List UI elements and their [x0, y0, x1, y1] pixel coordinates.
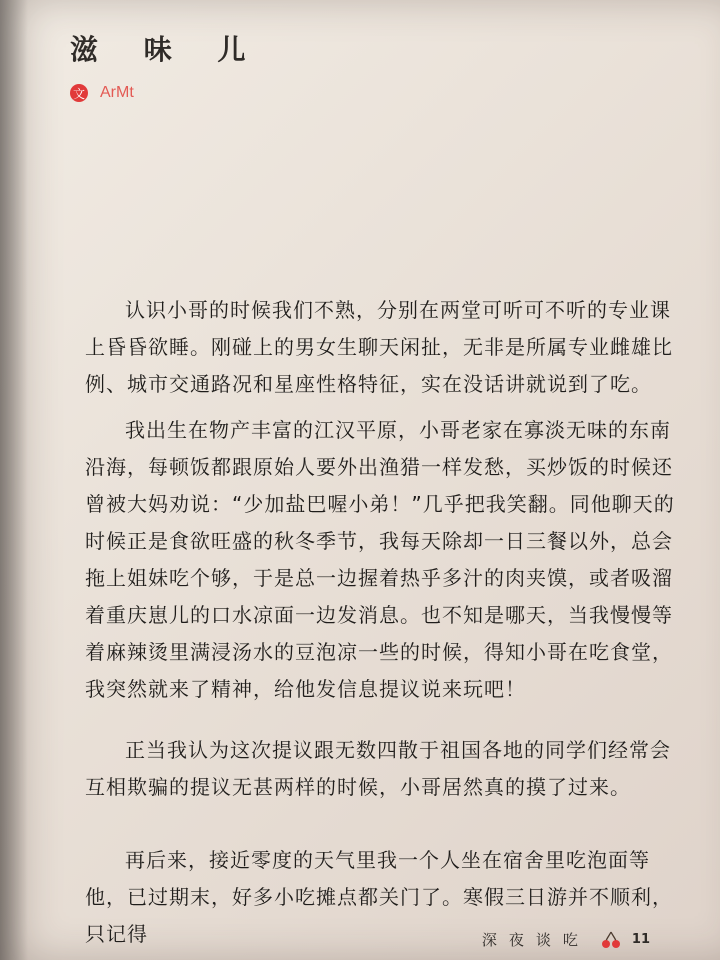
paragraph-text: 正当我认为这次提议跟无数四散于祖国各地的同学们经常会互相欺骗的提议无甚两样的时候，小哥居然真的摸了过来。	[85, 738, 671, 799]
author-name: ArMt	[100, 84, 134, 101]
paragraph-2	[85, 412, 680, 708]
spine-shadow	[0, 0, 28, 960]
paragraph-3	[85, 732, 680, 806]
paragraph-text: 再后来，接近零度的天气里我一个人坐在宿舍里吃泡面等他，已过期末，好多小吃摊点都关门了。寒假三日游并不顺利，只记得	[85, 848, 673, 946]
book-title: 深夜谈吃	[481, 931, 590, 949]
bleed-through-text	[110, 32, 680, 287]
paragraph-1	[85, 292, 680, 403]
author-badge: 文	[70, 84, 88, 102]
paragraph-text: 认识小哥的时候我们不熟，分别在两堂可听可不听的专业课上昏昏欲睡。刚碰上的男女生聊天闲扯，无非是所属专业雌雄比例、城市交通路况和星座性格特征，实在没话讲就说到了吃。	[85, 298, 673, 396]
paragraph-text: 我出生在物产丰富的江汉平原，小哥老家在寡淡无味的东南沿海，每顿饭都跟原始人要外出渔猎一样发愁，买炒饭的时候还曾被大妈劝说：“少加盐巴喔小弟！”几乎把我笑翻。同他聊天的时候正是食欲旺盛的秋冬季节，我每天除却一日三餐以外，总会拖上姐妹吃个够，于是总一边握着热乎多汁的肉夹馍，或者吸溜着重庆崽儿的口水凉面一边发消息。也不知是哪天，当我慢慢等着麻辣烫里满浸汤水的豆泡凉一些的时候，得知小哥在吃食堂，我突然就来了精神，给他发信息提议说来玩吧！	[85, 418, 675, 701]
cherry-icon	[600, 930, 622, 950]
page-number: 11	[631, 932, 650, 947]
chapter-title: 滋 味 儿	[70, 33, 264, 66]
author-line	[70, 84, 134, 102]
page-footer	[482, 929, 650, 950]
